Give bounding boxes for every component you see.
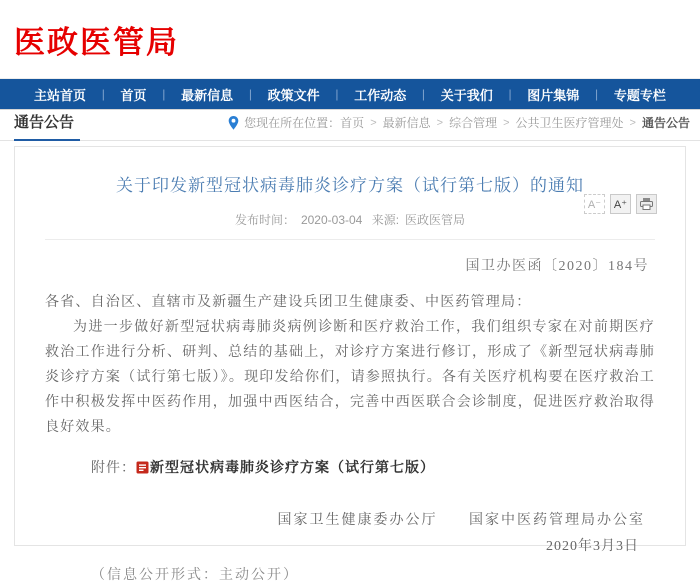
disclosure-note: （信息公开形式：主动公开）	[91, 568, 299, 583]
article-container	[14, 146, 686, 583]
attachment-label: 附件：	[91, 461, 136, 476]
signature-org2: 国家中医药管理局办公室	[469, 513, 645, 528]
nav-item-latest-news[interactable]: 最新信息	[181, 87, 234, 103]
font-decrease-button[interactable]: A⁻	[584, 194, 605, 214]
nav-separator: |	[508, 87, 512, 101]
article-title: 关于印发新型冠状病毒肺炎诊疗方案（试行第七版）的通知	[116, 176, 584, 195]
salutation: 各省、自治区、直辖市及新疆生产建设兵团卫生健康委、中医药管理局：	[45, 295, 532, 310]
publish-time-label: 发布时间：	[234, 213, 295, 227]
nav-separator: |	[335, 87, 339, 101]
attachment-link[interactable]	[136, 461, 435, 476]
print-button[interactable]	[636, 194, 657, 214]
nav-item-picture-gallery[interactable]: 图片集锦	[527, 87, 580, 103]
source-value: 医政医管局	[405, 213, 466, 227]
breadcrumb-row	[0, 110, 700, 141]
crumb-separator: >	[503, 116, 510, 129]
attachment-doc-icon	[136, 461, 149, 474]
document-number: 国卫办医函〔2020〕184号	[465, 259, 649, 274]
main-nav	[0, 79, 700, 110]
signature-org1: 国家卫生健康委办公厅	[277, 513, 438, 528]
nav-separator: |	[162, 87, 166, 101]
crumb-separator: >	[436, 116, 444, 129]
body-paragraph: 为进一步做好新型冠状病毒肺炎病例诊断和医疗救治工作，我们组织专家在对前期医疗救治工作进行分析、研判、总结的基础上，对诊疗方案进行修订，形成了《新型冠状病毒肺炎诊疗方案（试行第七版）》。现印发给你们，请参照执行。各有关医疗机构要在医疗救治工作中积极发挥中医药作用，加强中西医结合，完善中西医联合会诊制度，促进医疗救治取得良好效果。	[45, 320, 655, 435]
attachment-link-text: 新型冠状病毒肺炎诊疗方案（试行第七版）	[150, 461, 435, 476]
article-meta	[45, 211, 655, 228]
site-logo: 医政医管局	[14, 24, 179, 60]
crumb-current-notices: 通告公告	[641, 116, 690, 130]
nav-item-policy-documents[interactable]: 政策文件	[267, 87, 320, 103]
printer-icon	[640, 198, 653, 210]
crumb-home[interactable]: 首页	[340, 116, 365, 130]
nav-item-about-us[interactable]: 关于我们	[440, 87, 493, 103]
signature-orgs	[45, 509, 655, 529]
section-title: 通告公告	[14, 111, 80, 141]
crumb-general-management[interactable]: 综合管理	[449, 116, 498, 130]
nav-separator: |	[101, 87, 105, 101]
site-header	[0, 0, 700, 79]
nav-item-home[interactable]: 首页	[120, 87, 147, 103]
meta-divider	[45, 239, 655, 240]
article-body	[45, 290, 655, 440]
attachment-row	[45, 457, 655, 477]
crumb-separator: >	[629, 116, 636, 129]
nav-separator: |	[595, 87, 599, 101]
nav-separator: |	[248, 87, 252, 101]
crumb-latest-news[interactable]: 最新信息	[382, 116, 431, 130]
signature-date: 2020年3月3日	[546, 539, 639, 554]
nav-item-special-topics[interactable]: 专题专栏	[613, 87, 666, 103]
location-label: 您现在所在位置：	[244, 116, 341, 130]
publish-time-value: 2020-03-04	[300, 213, 363, 227]
article-toolbar	[584, 194, 657, 214]
font-increase-button[interactable]: A⁺	[610, 194, 631, 214]
crumb-public-health-dept[interactable]: 公共卫生医疗管理处	[515, 116, 624, 130]
location-pin-icon	[228, 116, 239, 130]
nav-separator: |	[421, 87, 426, 101]
breadcrumb	[228, 114, 690, 140]
nav-item-work-updates[interactable]: 工作动态	[354, 87, 407, 103]
crumb-separator: >	[370, 116, 377, 129]
nav-item-main-home[interactable]: 主站首页	[34, 87, 87, 103]
source-label: 来源:	[371, 213, 400, 227]
